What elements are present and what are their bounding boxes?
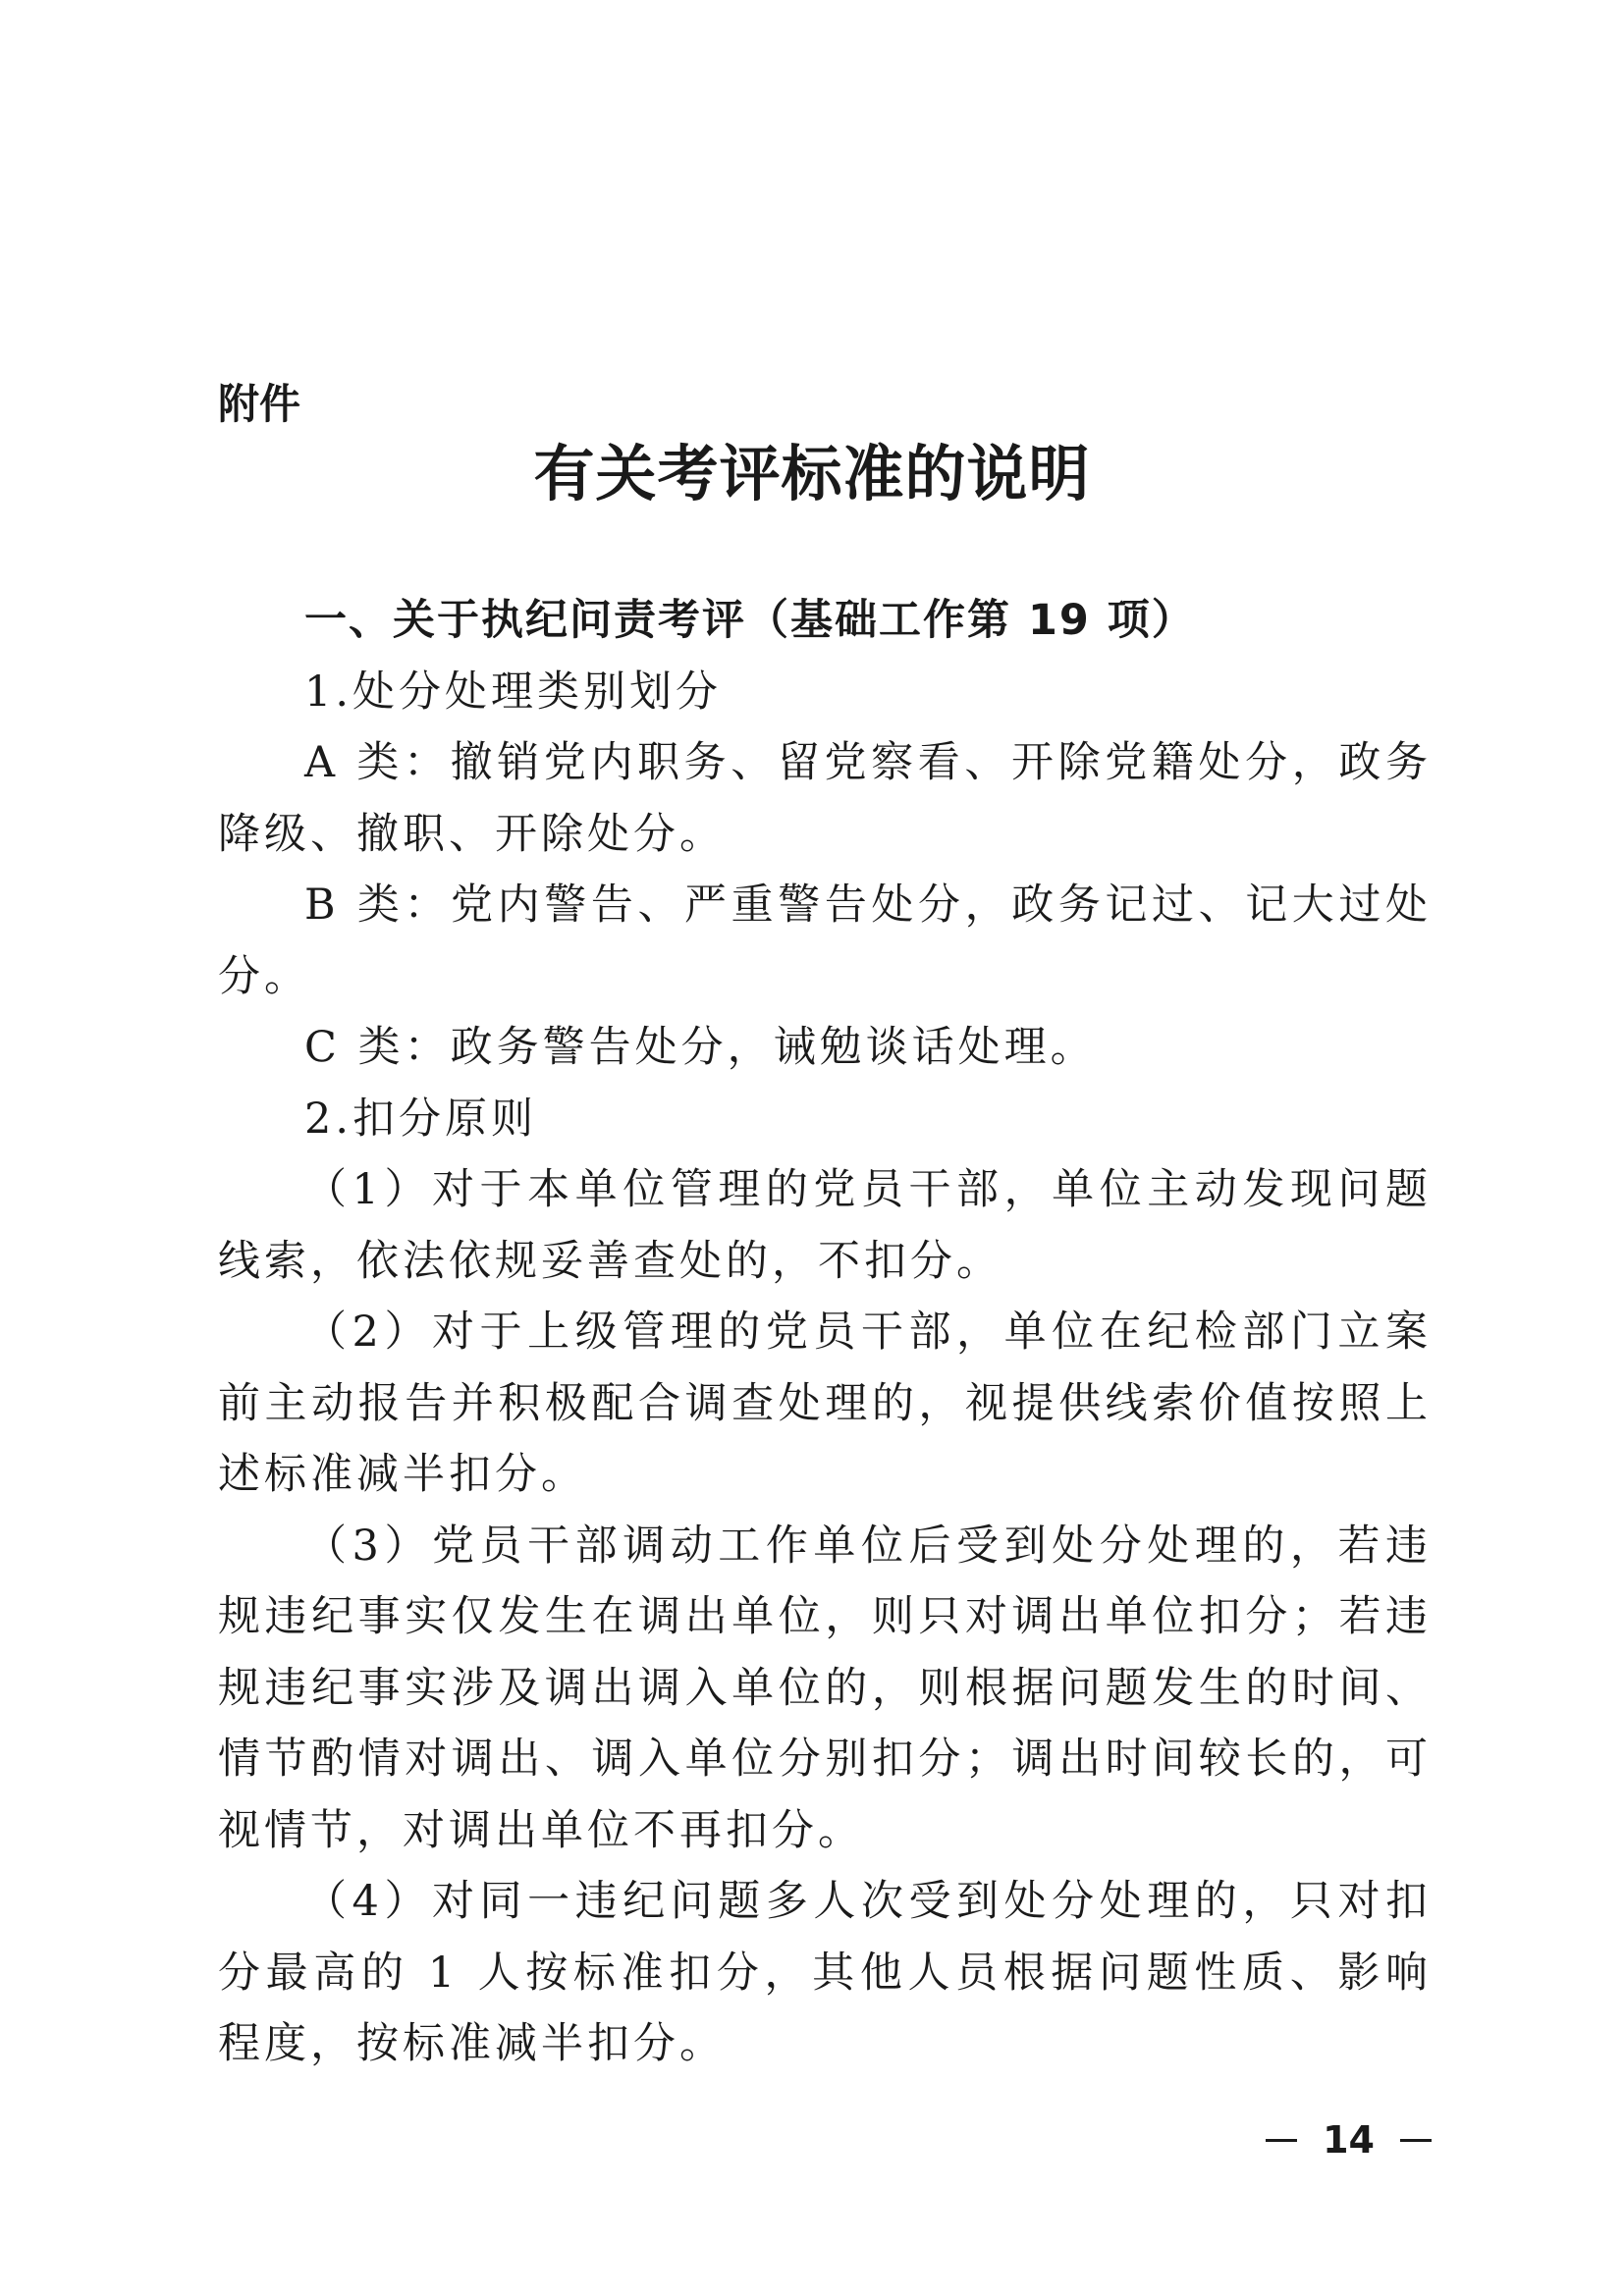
class-a-paragraph: A 类：撤销党内职务、留党察看、开除党籍处分，政务降级、撤职、开除处分。 [218,738,1432,859]
page-footer [1266,2115,1432,2164]
document-body [218,585,1432,2080]
item-heading: 1.处分处理类别划分 [304,667,723,717]
rule-paragraph-3: （3）党员干部调动工作单位后受到处分处理的，若违规违纪事实仅发生在调出单位，则只对调出单位扣分；若违规违纪事实涉及调出调入单位的，则根据问题发生的时间、情节酌情对调出、调入单位分别扣分；调出时间较长的，可视情节，对调出单位不再扣分。 [218,1521,1432,1855]
item-heading: 2.扣分原则 [304,1094,538,1144]
section-heading: 一、关于执纪问责考评（基础工作第 19 项） [304,596,1196,645]
rule-paragraph-4: （4）对同一违纪问题多人次受到处分处理的，只对扣分最高的 1 人按标准扣分，其他人员根据问题性质、影响程度，按标准减半扣分。 [218,1877,1432,2068]
rule-paragraph-1: （1）对于本单位管理的党员干部，单位主动发现问题线索，依法依规妥善查处的，不扣分。 [218,1165,1432,1286]
class-c-paragraph: C 类：政务警告处分，诫勉谈话处理。 [304,1023,1097,1072]
rule-paragraph-2: （2）对于上级管理的党员干部，单位在纪检部门立案前主动报告并积极配合调查处理的，视提供线索价值按照上述标准减半扣分。 [218,1308,1432,1499]
document-title: 有关考评标准的说明 [533,438,1091,509]
attachment-label: 附件 [218,380,301,428]
footer-dash-right [1400,2139,1432,2142]
class-b-paragraph: B 类：党内警告、严重警告处分，政务记过、记大过处分。 [218,881,1432,1001]
page-number: 14 [1323,2118,1375,2162]
footer-dash-left [1266,2139,1297,2142]
